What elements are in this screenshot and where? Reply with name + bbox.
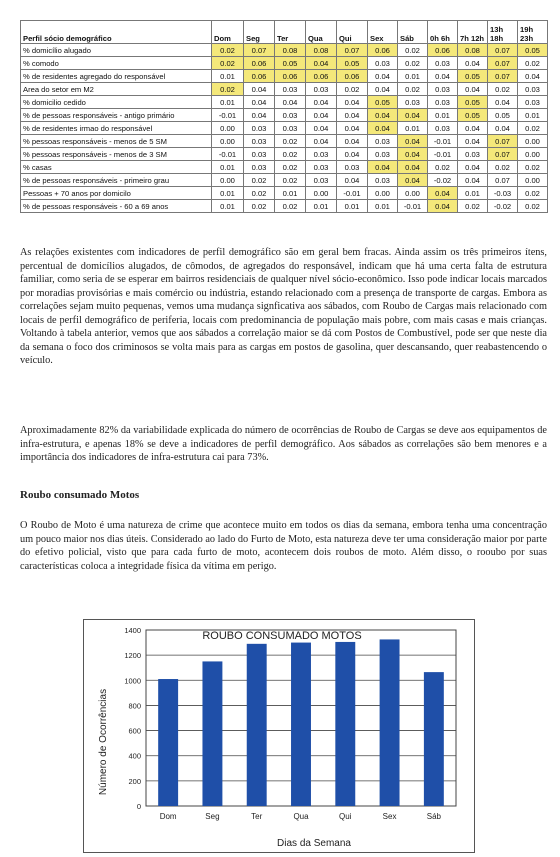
row-label: % de pessoas responsáveis - primeiro grau — [21, 174, 212, 187]
table-cell: 0.01 — [398, 70, 428, 83]
section-heading: Roubo consumado Motos — [20, 489, 140, 501]
table-cell: 0.00 — [398, 187, 428, 200]
x-tick-label: Seg — [205, 812, 220, 821]
table-cell: 0.01 — [518, 109, 548, 122]
table-cell: 0.05 — [518, 44, 548, 57]
table-cell: 0.03 — [275, 83, 306, 96]
table-cell: 0.04 — [488, 96, 518, 109]
column-header-2: Seg — [244, 21, 275, 44]
table-cell: 0.04 — [275, 96, 306, 109]
table-cell: 0.03 — [368, 148, 398, 161]
table-cell: 0.04 — [306, 122, 337, 135]
table-cell: 0.03 — [275, 122, 306, 135]
table-cell: 0.02 — [458, 200, 488, 213]
y-tick-label: 1200 — [124, 651, 141, 661]
table-cell: 0.05 — [275, 57, 306, 70]
table-cell: 0.03 — [244, 161, 275, 174]
table-cell: -0.01 — [428, 148, 458, 161]
table-row — [21, 135, 548, 148]
row-label: % de residentes irmao do responsável — [21, 122, 212, 135]
table-cell: 0.04 — [458, 161, 488, 174]
x-tick-label: Ter — [251, 812, 263, 821]
table-cell: 0.03 — [368, 57, 398, 70]
column-header-9: 7h 12h — [458, 21, 488, 44]
table-cell: 0.03 — [337, 161, 368, 174]
table-cell: 0.01 — [368, 200, 398, 213]
table-cell: 0.03 — [428, 57, 458, 70]
table-row — [21, 70, 548, 83]
table-row — [21, 148, 548, 161]
y-tick-label: 600 — [128, 726, 141, 736]
column-header-4: Qua — [306, 21, 337, 44]
column-header-6: Sex — [368, 21, 398, 44]
chart-y-axis-label: Número de Ocorrências — [98, 688, 109, 796]
table-cell: 0.02 — [212, 57, 244, 70]
table-cell: 0.01 — [212, 70, 244, 83]
table-cell: 0.04 — [398, 135, 428, 148]
bar-dom — [158, 679, 178, 806]
table-cell: 0.02 — [428, 161, 458, 174]
table-cell: -0.01 — [337, 187, 368, 200]
table-cell: 0.06 — [306, 70, 337, 83]
row-label: % de residentes agregado do responsável — [21, 70, 212, 83]
table-cell: -0.01 — [398, 200, 428, 213]
row-label: Pessoas + 70 anos por domicilo — [21, 187, 212, 200]
table-cell: 0.04 — [337, 109, 368, 122]
table-row — [21, 122, 548, 135]
table-cell: 0.04 — [458, 122, 488, 135]
table-cell: 0.03 — [428, 96, 458, 109]
table-cell: 0.03 — [306, 83, 337, 96]
table-cell: 0.03 — [428, 122, 458, 135]
bar-qua — [291, 643, 311, 806]
table-cell: 0.00 — [212, 135, 244, 148]
table-cell: 0.03 — [306, 148, 337, 161]
table-cell: 0.05 — [458, 70, 488, 83]
table-cell: 0.06 — [428, 44, 458, 57]
paragraph-variability: Aproximadamente 82% da variabilidade explicada do número de ocorrências de Roubo de Cargas se deve aos equipamentos de infra-estrutura, e apenas 18% se deve a indicadores de perfil demográfico. Aos sábados as correlações são bem menores e a importância dos indicadores de infra-estrutura cai para 73%. — [20, 425, 547, 463]
table-cell: 0.02 — [518, 200, 548, 213]
table-row — [21, 187, 548, 200]
table-cell: 0.04 — [244, 96, 275, 109]
row-label: % domicílio alugado — [21, 44, 212, 57]
table-cell: 0.03 — [244, 135, 275, 148]
table-cell: 0.00 — [518, 135, 548, 148]
table-cell: 0.04 — [428, 70, 458, 83]
table-cell: 0.04 — [368, 161, 398, 174]
table-cell: 0.04 — [458, 135, 488, 148]
bar-qui — [335, 642, 355, 806]
table-cell: 0.01 — [212, 200, 244, 213]
paragraph-roubo-moto: O Roubo de Moto é uma natureza de crime que acontece muito em todos os dias da semana, embora tenha uma concentração um pouco maior nos dias úteis. Considerado ao lado do Furto de Moto, esta natureza deve ter uma consideração maior por parte do efetivo policial, visto que para cada furto de moto, acontecem dois roubos de moto. Além disso, o rooubo por suas características coloca a integridade física da vítima em perigo. — [20, 520, 547, 572]
table-cell: 0.02 — [518, 57, 548, 70]
table-cell: 0.03 — [306, 174, 337, 187]
table-cell: 0.04 — [306, 135, 337, 148]
table-cell: -0.01 — [212, 148, 244, 161]
table-cell: 0.02 — [275, 161, 306, 174]
table-cell: 0.02 — [518, 161, 548, 174]
y-tick-label: 0 — [136, 802, 141, 811]
table-cell: 0.04 — [428, 200, 458, 213]
y-tick-label: 200 — [128, 776, 141, 786]
y-tick-label: 400 — [128, 751, 141, 761]
table-cell: 0.04 — [306, 109, 337, 122]
row-label: % pessoas responsáveis - menos de 5 SM — [21, 135, 212, 148]
table-cell: 0.02 — [244, 187, 275, 200]
table-row — [21, 57, 548, 70]
table-cell: 0.04 — [488, 122, 518, 135]
table-cell: -0.01 — [428, 135, 458, 148]
table-cell: 0.07 — [337, 44, 368, 57]
column-header-7: Sáb — [398, 21, 428, 44]
table-cell: 0.01 — [212, 187, 244, 200]
table-cell: 0.02 — [244, 174, 275, 187]
table-cell: 0.01 — [212, 161, 244, 174]
table-cell: 0.05 — [337, 57, 368, 70]
table-cell: 0.02 — [244, 200, 275, 213]
table-cell: 0.06 — [368, 44, 398, 57]
table-cell: 0.01 — [458, 187, 488, 200]
bar-seg — [202, 661, 222, 806]
chart-canvas — [84, 620, 474, 852]
table-cell: 0.00 — [212, 122, 244, 135]
table-header-row — [21, 21, 548, 44]
table-cell: 0.03 — [398, 96, 428, 109]
table-cell: 0.07 — [488, 44, 518, 57]
table-cell: 0.06 — [337, 70, 368, 83]
table-cell: 0.04 — [368, 83, 398, 96]
column-header-1: Dom — [212, 21, 244, 44]
table-cell: 0.05 — [458, 109, 488, 122]
row-label: % casas — [21, 161, 212, 174]
row-label: % domicilio cedido — [21, 96, 212, 109]
table-cell: 0.01 — [306, 200, 337, 213]
table-cell: 0.03 — [518, 96, 548, 109]
table-cell: 0.02 — [488, 161, 518, 174]
table-cell: 0.01 — [275, 187, 306, 200]
table-cell: 0.04 — [398, 109, 428, 122]
table-cell: 0.00 — [306, 187, 337, 200]
table-cell: 0.06 — [275, 70, 306, 83]
column-header-profile: Perfil sócio demográfico — [21, 21, 212, 44]
correlation-table — [20, 20, 548, 213]
table-cell: 0.02 — [275, 200, 306, 213]
table-row — [21, 174, 548, 187]
y-tick-label: 800 — [128, 701, 141, 711]
table-cell: 0.00 — [518, 174, 548, 187]
table-cell: 0.02 — [518, 122, 548, 135]
x-tick-label: Dom — [159, 812, 177, 821]
bar-ter — [247, 644, 267, 806]
table-cell: 0.02 — [275, 135, 306, 148]
table-cell: 0.02 — [212, 44, 244, 57]
table-cell: 0.04 — [368, 70, 398, 83]
table-row — [21, 96, 548, 109]
table-cell: 0.04 — [306, 57, 337, 70]
table-cell: 0.01 — [428, 109, 458, 122]
table-cell: 0.03 — [275, 109, 306, 122]
table-row — [21, 83, 548, 96]
column-header-5: Qui — [337, 21, 368, 44]
x-tick-label: Sex — [382, 812, 397, 821]
table-cell: 0.00 — [368, 187, 398, 200]
table-cell: 0.02 — [337, 83, 368, 96]
table-cell: 0.02 — [398, 44, 428, 57]
x-tick-label: Qui — [339, 812, 352, 821]
table-cell: 0.04 — [368, 109, 398, 122]
table-cell: 0.07 — [488, 174, 518, 187]
table-cell: 0.02 — [275, 148, 306, 161]
table-cell: -0.03 — [488, 187, 518, 200]
table-cell: 0.02 — [398, 83, 428, 96]
table-cell: 0.08 — [458, 44, 488, 57]
table-cell: 0.07 — [488, 70, 518, 83]
x-tick-label: Sáb — [426, 812, 441, 821]
column-header-10: 13h 18h — [488, 21, 518, 44]
chart-title: ROUBO CONSUMADO MOTOS — [202, 630, 362, 642]
bar-sáb — [424, 672, 444, 806]
chart-x-axis-label: Dias da Semana — [277, 838, 351, 849]
table-cell: 0.02 — [488, 83, 518, 96]
table-cell: 0.04 — [244, 109, 275, 122]
table-cell: -0.01 — [212, 109, 244, 122]
table-cell: 0.04 — [428, 187, 458, 200]
bar-sex — [380, 639, 400, 806]
table-row — [21, 44, 548, 57]
table-cell: 0.07 — [488, 57, 518, 70]
table-row — [21, 161, 548, 174]
table-cell: 0.02 — [275, 174, 306, 187]
table-cell: 0.02 — [518, 187, 548, 200]
table-cell: 0.03 — [368, 174, 398, 187]
table-cell: 0.03 — [306, 161, 337, 174]
table-cell: 0.04 — [398, 174, 428, 187]
table-cell: 0.05 — [488, 109, 518, 122]
table-cell: 0.03 — [368, 135, 398, 148]
table-cell: 0.04 — [337, 96, 368, 109]
table-cell: 0.04 — [458, 57, 488, 70]
row-label: % pessoas responsáveis - menos de 3 SM — [21, 148, 212, 161]
table-cell: 0.00 — [212, 174, 244, 187]
y-tick-label: 1400 — [124, 626, 141, 635]
table-cell: 0.04 — [518, 70, 548, 83]
row-label: Area do setor em M2 — [21, 83, 212, 96]
table-cell: 0.06 — [244, 70, 275, 83]
row-label: % de pessoas responsáveis - 60 a 69 anos — [21, 200, 212, 213]
column-header-11: 19h 23h — [518, 21, 548, 44]
table-cell: 0.04 — [337, 148, 368, 161]
bar-chart-roubo-motos — [83, 619, 475, 853]
table-cell: 0.06 — [244, 57, 275, 70]
column-header-8: 0h 6h — [428, 21, 458, 44]
table-cell: 0.03 — [244, 148, 275, 161]
table-cell: 0.03 — [518, 83, 548, 96]
table-cell: 0.04 — [398, 148, 428, 161]
table-cell: 0.02 — [398, 57, 428, 70]
table-cell: 0.07 — [488, 148, 518, 161]
table-cell: 0.00 — [518, 148, 548, 161]
table-row — [21, 200, 548, 213]
row-label: % comodo — [21, 57, 212, 70]
table-cell: -0.02 — [488, 200, 518, 213]
table-cell: 0.05 — [368, 96, 398, 109]
table-cell: 0.07 — [244, 44, 275, 57]
paragraph-profile-relations: As relações existentes com indicadores de perfil demográfico são em geral bem fracas. Ainda assim os três primeiros ítens, percentual de domicílios alugados, de cômodos, de agregados do responsável, indicam que há uma certa falta de estrutura familiar, como seria de se esperar em bairros residenciais de qualquer nível sócio-econômico. Isso pode indicar locais marcados por moradias provisórias e mais comércio ou indústria, estando relacionado com a presença de transporte de cargas. Embora as correlações sejam muito pequenas, vemos uma mudança signficativa aos sábados, com Roubo de Cargas mais relacionado com locais de perfil demográfico de periferia, locais com predominancia de população mais pobre, com mais casas e mais crianças. Voltando à tabela anterior, vemos que aos sábados a correlação maior se dá com Postos de Combustível, pode ser que neste dia da semana o foco dos criminosos se volta mais para as cargas em postos de gasolina, quer descansando, quer reabastencendo o veículo. — [20, 247, 547, 366]
table-cell: 0.01 — [212, 96, 244, 109]
y-tick-label: 1000 — [124, 676, 141, 686]
table-cell: 0.04 — [337, 122, 368, 135]
table-cell: 0.08 — [275, 44, 306, 57]
column-header-3: Ter — [275, 21, 306, 44]
table-cell: 0.03 — [244, 122, 275, 135]
table-cell: 0.04 — [398, 161, 428, 174]
table-cell: 0.05 — [458, 96, 488, 109]
table-cell: 0.04 — [458, 174, 488, 187]
row-label: % de pessoas responsáveis - antigo primário — [21, 109, 212, 122]
table-cell: -0.02 — [428, 174, 458, 187]
table-cell: 0.04 — [337, 174, 368, 187]
table-row — [21, 109, 548, 122]
table-cell: 0.02 — [212, 83, 244, 96]
table-cell: 0.01 — [398, 122, 428, 135]
table-cell: 0.04 — [244, 83, 275, 96]
table-body — [21, 44, 548, 213]
x-tick-label: Qua — [293, 812, 309, 821]
table-cell: 0.03 — [458, 148, 488, 161]
table-cell: 0.03 — [428, 83, 458, 96]
table-cell: 0.01 — [337, 200, 368, 213]
table-cell: 0.07 — [488, 135, 518, 148]
table-cell: 0.08 — [306, 44, 337, 57]
table-cell: 0.04 — [458, 83, 488, 96]
table-cell: 0.04 — [306, 96, 337, 109]
table-cell: 0.04 — [368, 122, 398, 135]
table-cell: 0.04 — [337, 135, 368, 148]
